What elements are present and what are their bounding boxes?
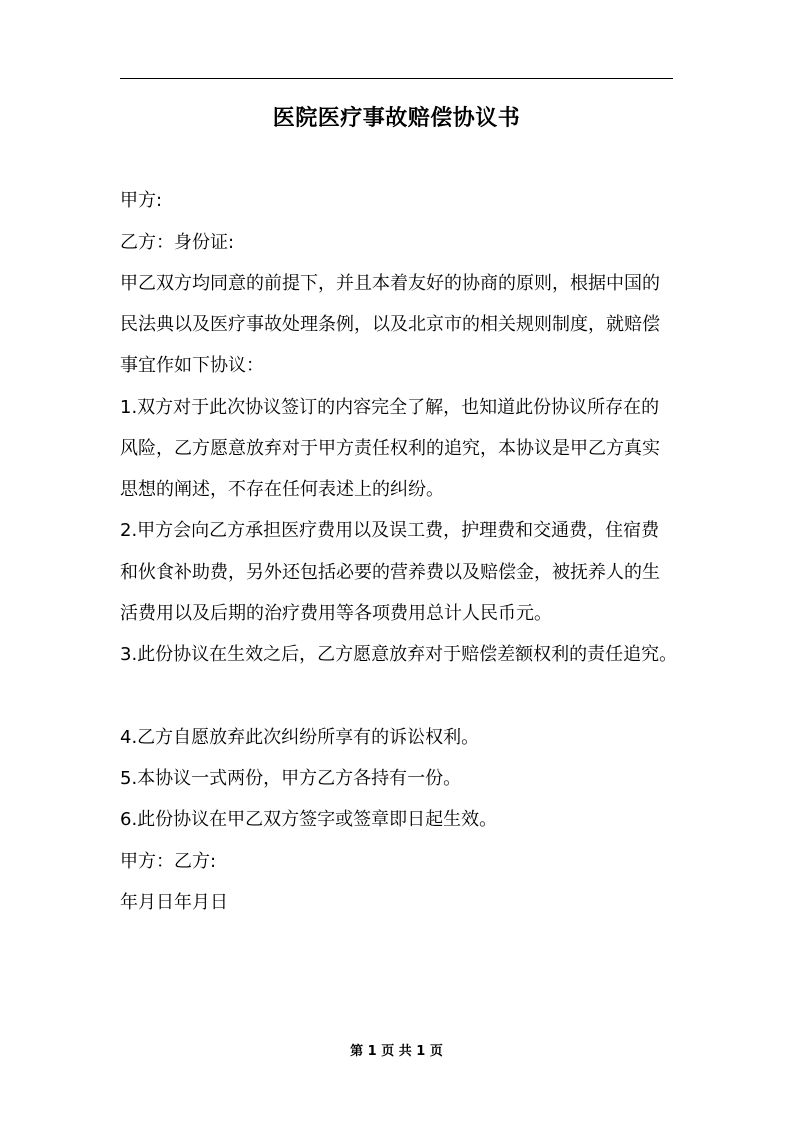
party-b-id-line: 乙方：身份证: [120, 232, 235, 253]
signature-parties-line: 甲方：乙方: [120, 851, 217, 872]
party-a-line: 甲方: [120, 190, 163, 211]
signature-date-line: 年月日年月日 [120, 892, 228, 913]
clause-2-line-2: 和伙食补助费，另外还包括必要的营养费以及赔偿金，被抚养人的生 [120, 562, 660, 583]
document-title: 医院医疗事故赔偿协议书 [272, 106, 521, 131]
clause-1-line-3: 思想的阐述，不存在任何表述上的纠纷。 [120, 479, 444, 500]
clause-2-line-1: 2.甲方会向乙方承担医疗费用以及误工费，护理费和交通费，住宿费 [120, 520, 660, 541]
clause-3-line: 3.此份协议在生效之后，乙方愿意放弃对于赔偿差额权利的责任追究。 [120, 644, 678, 665]
clause-1-line-2: 风险，乙方愿意放弃对于甲方责任权利的追究，本协议是甲乙方真实 [120, 438, 660, 459]
preamble-line-3: 事宜作如下协议： [120, 355, 264, 376]
header-rule [120, 78, 673, 79]
preamble-line-1: 甲乙双方均同意的前提下，并且本着友好的协商的原则，根据中国的 [120, 273, 660, 294]
preamble-line-2: 民法典以及医疗事故处理条例，以及北京市的相关规则制度，就赔偿 [120, 314, 660, 335]
clause-1-line-1: 1.双方对于此次协议签订的内容完全了解，也知道此份协议所存在的 [120, 397, 660, 418]
clause-5-line: 5.本协议一式两份，甲方乙方各持有一份。 [120, 768, 462, 789]
clause-4-line: 4.乙方自愿放弃此次纠纷所享有的诉讼权利。 [120, 727, 480, 748]
clause-2-line-3: 活费用以及后期的治疗费用等各项费用总计人民币元。 [120, 603, 552, 624]
clause-6-line: 6.此份协议在甲乙双方签字或签章即日起生效。 [120, 809, 498, 830]
page-number-footer: 第 1 页 共 1 页 [350, 1044, 443, 1059]
